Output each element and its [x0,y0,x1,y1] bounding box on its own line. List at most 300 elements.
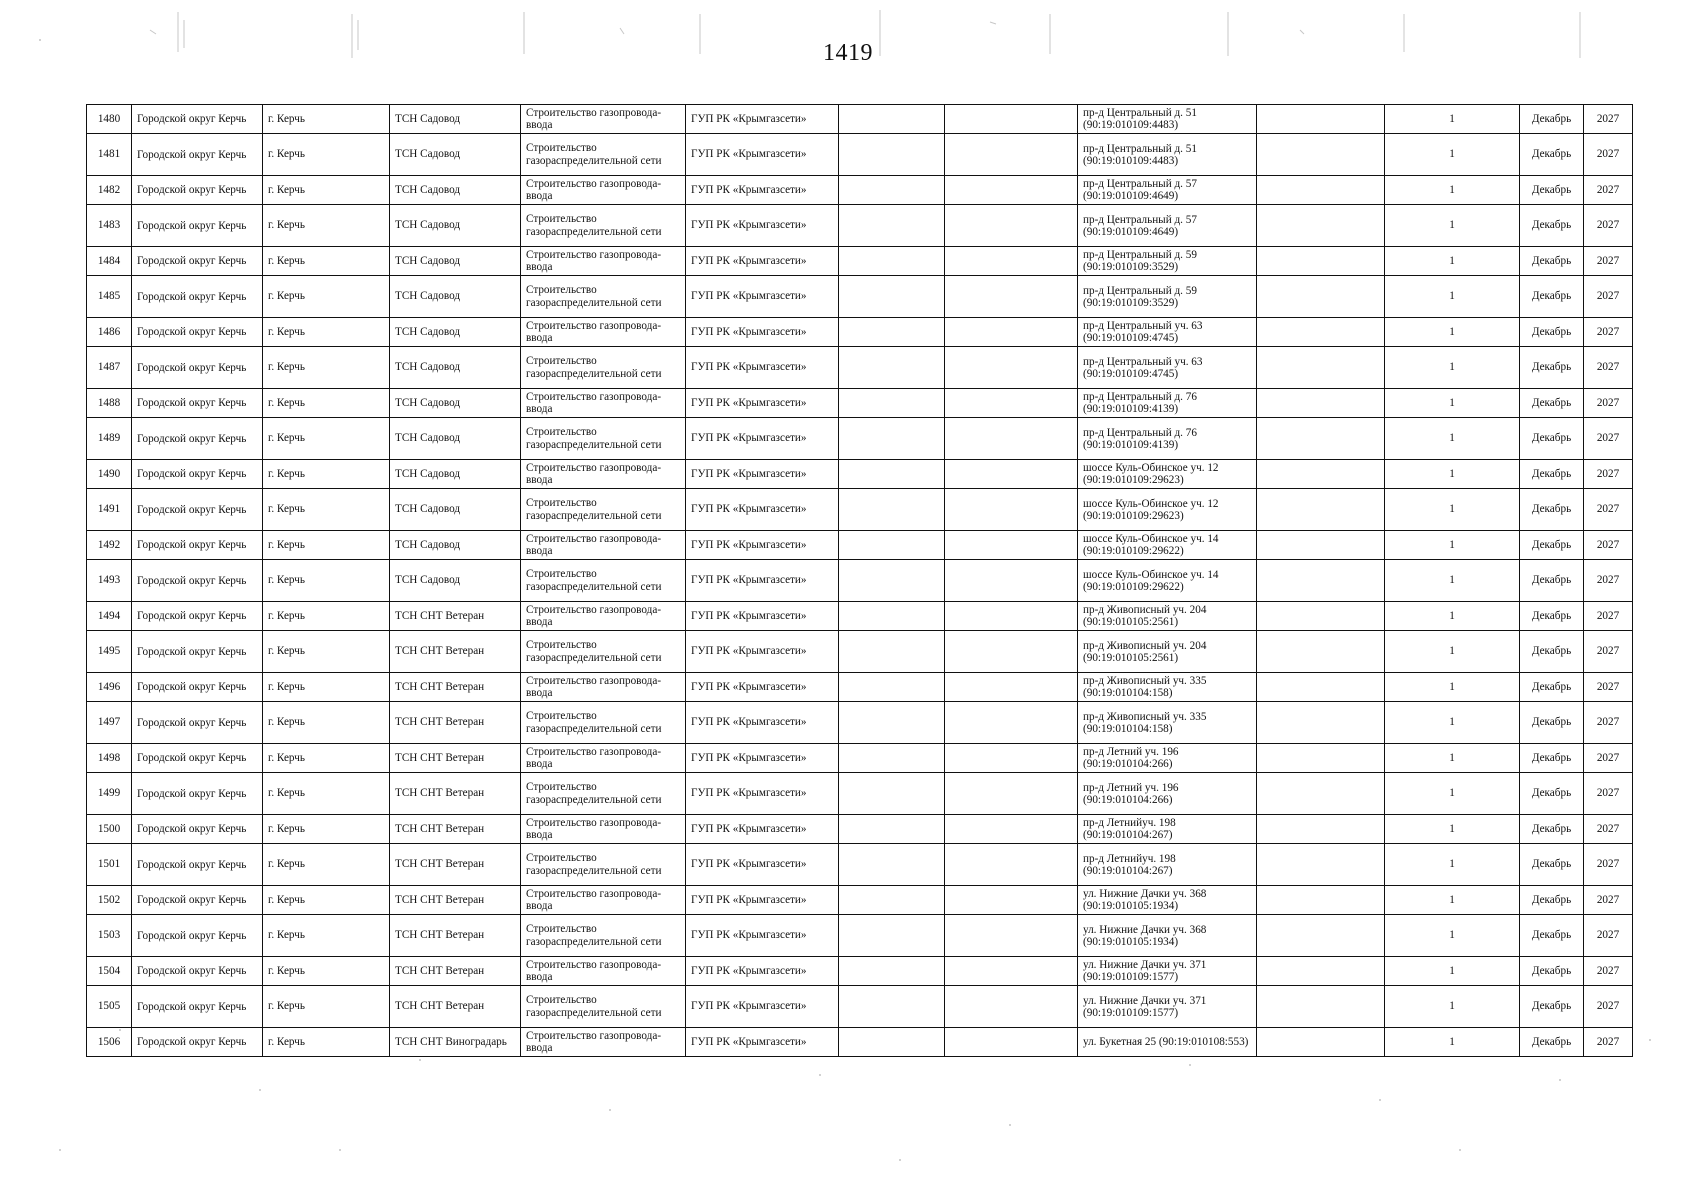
work-type-cell: Строительство газораспределительной сети [521,347,686,389]
work-type-cell: Строительство газопровода-ввода [521,815,686,844]
year-cell: 2027 [1584,844,1633,886]
city-cell: г. Керчь [263,460,390,489]
year-cell: 2027 [1584,318,1633,347]
table-row [87,247,1633,276]
empty-cell [1257,886,1385,915]
month-cell: Декабрь [1520,915,1584,957]
work-type-cell: Строительство газораспределительной сети [521,773,686,815]
month-cell: Декабрь [1520,276,1584,318]
organization-cell: ГУП РК «Крымгазсети» [686,744,839,773]
address-cell: пр-д Центральный д. 59 (90:19:010109:3529) [1078,247,1257,276]
empty-cell [839,205,945,247]
empty-cell [945,489,1078,531]
city-cell: г. Керчь [263,602,390,631]
empty-cell [839,489,945,531]
district-cell: Городской округ Керчь [132,631,263,673]
month-cell: Декабрь [1520,205,1584,247]
year-cell: 2027 [1584,915,1633,957]
district-cell: Городской округ Керчь [132,176,263,205]
organization-cell: ГУП РК «Крымгазсети» [686,176,839,205]
work-type-cell: Строительство газораспределительной сети [521,418,686,460]
year-cell: 2027 [1584,957,1633,986]
month-cell: Декабрь [1520,602,1584,631]
quantity-cell: 1 [1385,134,1520,176]
district-cell: Городской округ Керчь [132,205,263,247]
district-cell: Городской округ Керчь [132,134,263,176]
address-cell: пр-д Центральный уч. 63 (90:19:010109:4745) [1078,318,1257,347]
table-row [87,844,1633,886]
table-row [87,744,1633,773]
row-number: 1505 [87,986,132,1028]
work-type-cell: Строительство газораспределительной сети [521,276,686,318]
district-cell: Городской округ Керчь [132,986,263,1028]
month-cell: Декабрь [1520,673,1584,702]
district-cell: Городской округ Керчь [132,531,263,560]
city-cell: г. Керчь [263,815,390,844]
organization-cell: ГУП РК «Крымгазсети» [686,105,839,134]
empty-cell [839,347,945,389]
partnership-cell: ТСН Садовод [390,347,521,389]
empty-cell [839,460,945,489]
month-cell: Декабрь [1520,105,1584,134]
partnership-cell: ТСН Садовод [390,176,521,205]
quantity-cell: 1 [1385,915,1520,957]
empty-cell [1257,957,1385,986]
address-cell: шоссе Куль-Обинское уч. 14 (90:19:010109:29622) [1078,531,1257,560]
organization-cell: ГУП РК «Крымгазсети» [686,276,839,318]
month-cell: Декабрь [1520,773,1584,815]
empty-cell [1257,176,1385,205]
organization-cell: ГУП РК «Крымгазсети» [686,134,839,176]
quantity-cell: 1 [1385,773,1520,815]
partnership-cell: ТСН Садовод [390,560,521,602]
work-type-cell: Строительство газопровода-ввода [521,886,686,915]
partnership-cell: ТСН Садовод [390,247,521,276]
work-type-cell: Строительство газораспределительной сети [521,915,686,957]
empty-cell [945,418,1078,460]
partnership-cell: ТСН Садовод [390,531,521,560]
row-number: 1497 [87,702,132,744]
city-cell: г. Керчь [263,773,390,815]
address-cell: ул. Букетная 25 (90:19:010108:553) [1078,1028,1257,1057]
address-cell: пр-д Центральный д. 51 (90:19:010109:4483) [1078,105,1257,134]
work-type-cell: Строительство газопровода-ввода [521,389,686,418]
month-cell: Декабрь [1520,318,1584,347]
year-cell: 2027 [1584,986,1633,1028]
address-cell: пр-д Летнийуч. 198 (90:19:010104:267) [1078,844,1257,886]
table-row [87,773,1633,815]
quantity-cell: 1 [1385,673,1520,702]
work-type-cell: Строительство газораспределительной сети [521,844,686,886]
quantity-cell: 1 [1385,489,1520,531]
organization-cell: ГУП РК «Крымгазсети» [686,460,839,489]
work-type-cell: Строительство газопровода-ввода [521,1028,686,1057]
address-cell: пр-д Живописный уч. 335 (90:19:010104:158) [1078,673,1257,702]
table-row [87,205,1633,247]
empty-cell [839,176,945,205]
empty-cell [945,176,1078,205]
table-row [87,1028,1633,1057]
table-row [87,531,1633,560]
empty-cell [839,318,945,347]
row-number: 1506 [87,1028,132,1057]
work-type-cell: Строительство газопровода-ввода [521,247,686,276]
empty-cell [945,815,1078,844]
district-cell: Городской округ Керчь [132,276,263,318]
empty-cell [1257,560,1385,602]
address-cell: пр-д Центральный д. 76 (90:19:010109:4139) [1078,418,1257,460]
city-cell: г. Керчь [263,560,390,602]
table-row [87,134,1633,176]
empty-cell [1257,531,1385,560]
table-row [87,276,1633,318]
month-cell: Декабрь [1520,489,1584,531]
empty-cell [945,844,1078,886]
organization-cell: ГУП РК «Крымгазсети» [686,986,839,1028]
organization-cell: ГУП РК «Крымгазсети» [686,347,839,389]
empty-cell [1257,460,1385,489]
district-cell: Городской округ Керчь [132,957,263,986]
month-cell: Декабрь [1520,389,1584,418]
work-type-cell: Строительство газораспределительной сети [521,489,686,531]
work-type-cell: Строительство газопровода-ввода [521,531,686,560]
organization-cell: ГУП РК «Крымгазсети» [686,631,839,673]
city-cell: г. Керчь [263,318,390,347]
quantity-cell: 1 [1385,460,1520,489]
year-cell: 2027 [1584,631,1633,673]
city-cell: г. Керчь [263,418,390,460]
page-number: 1419 [823,40,873,66]
year-cell: 2027 [1584,673,1633,702]
empty-cell [945,915,1078,957]
work-type-cell: Строительство газопровода-ввода [521,318,686,347]
plan-table-body [87,105,1633,1057]
empty-cell [1257,318,1385,347]
district-cell: Городской округ Керчь [132,105,263,134]
month-cell: Декабрь [1520,957,1584,986]
month-cell: Декабрь [1520,1028,1584,1057]
year-cell: 2027 [1584,418,1633,460]
address-cell: пр-д Центральный д. 59 (90:19:010109:3529) [1078,276,1257,318]
work-type-cell: Строительство газопровода-ввода [521,176,686,205]
empty-cell [1257,347,1385,389]
partnership-cell: ТСН СНТ Ветеран [390,815,521,844]
partnership-cell: ТСН Садовод [390,460,521,489]
empty-cell [1257,815,1385,844]
partnership-cell: ТСН Садовод [390,276,521,318]
year-cell: 2027 [1584,489,1633,531]
district-cell: Городской округ Керчь [132,744,263,773]
partnership-cell: ТСН Садовод [390,205,521,247]
empty-cell [945,886,1078,915]
empty-cell [1257,489,1385,531]
address-cell: пр-д Центральный д. 57 (90:19:010109:4649) [1078,205,1257,247]
city-cell: г. Керчь [263,347,390,389]
empty-cell [1257,702,1385,744]
organization-cell: ГУП РК «Крымгазсети» [686,815,839,844]
empty-cell [1257,105,1385,134]
city-cell: г. Керчь [263,205,390,247]
empty-cell [945,347,1078,389]
address-cell: ул. Нижние Дачки уч. 371 (90:19:010109:1577) [1078,986,1257,1028]
address-cell: ул. Нижние Дачки уч. 371 (90:19:010109:1577) [1078,957,1257,986]
empty-cell [839,844,945,886]
year-cell: 2027 [1584,276,1633,318]
quantity-cell: 1 [1385,389,1520,418]
district-cell: Городской округ Керчь [132,1028,263,1057]
quantity-cell: 1 [1385,1028,1520,1057]
address-cell: пр-д Летний уч. 196 (90:19:010104:266) [1078,773,1257,815]
district-cell: Городской округ Керчь [132,489,263,531]
address-cell: пр-д Центральный д. 76 (90:19:010109:4139) [1078,389,1257,418]
address-cell: пр-д Летнийуч. 198 (90:19:010104:267) [1078,815,1257,844]
row-number: 1494 [87,602,132,631]
address-cell: пр-д Центральный д. 57 (90:19:010109:4649) [1078,176,1257,205]
empty-cell [1257,418,1385,460]
row-number: 1496 [87,673,132,702]
partnership-cell: ТСН СНТ Ветеран [390,915,521,957]
empty-cell [839,247,945,276]
organization-cell: ГУП РК «Крымгазсети» [686,318,839,347]
table-row [87,815,1633,844]
empty-cell [1257,247,1385,276]
empty-cell [839,773,945,815]
month-cell: Декабрь [1520,418,1584,460]
quantity-cell: 1 [1385,986,1520,1028]
organization-cell: ГУП РК «Крымгазсети» [686,247,839,276]
empty-cell [945,560,1078,602]
organization-cell: ГУП РК «Крымгазсети» [686,773,839,815]
district-cell: Городской округ Керчь [132,418,263,460]
empty-cell [1257,134,1385,176]
quantity-cell: 1 [1385,631,1520,673]
work-type-cell: Строительство газопровода-ввода [521,957,686,986]
quantity-cell: 1 [1385,276,1520,318]
table-row [87,460,1633,489]
empty-cell [839,1028,945,1057]
quantity-cell: 1 [1385,957,1520,986]
month-cell: Декабрь [1520,744,1584,773]
partnership-cell: ТСН СНТ Ветеран [390,886,521,915]
empty-cell [1257,631,1385,673]
district-cell: Городской округ Керчь [132,247,263,276]
table-row [87,389,1633,418]
year-cell: 2027 [1584,134,1633,176]
empty-cell [1257,773,1385,815]
address-cell: пр-д Летний уч. 196 (90:19:010104:266) [1078,744,1257,773]
year-cell: 2027 [1584,389,1633,418]
row-number: 1502 [87,886,132,915]
year-cell: 2027 [1584,773,1633,815]
city-cell: г. Керчь [263,531,390,560]
row-number: 1486 [87,318,132,347]
empty-cell [839,915,945,957]
city-cell: г. Керчь [263,105,390,134]
month-cell: Декабрь [1520,815,1584,844]
city-cell: г. Керчь [263,915,390,957]
partnership-cell: ТСН СНТ Ветеран [390,602,521,631]
year-cell: 2027 [1584,702,1633,744]
table-row [87,631,1633,673]
year-cell: 2027 [1584,1028,1633,1057]
table-row [87,560,1633,602]
partnership-cell: ТСН СНТ Ветеран [390,957,521,986]
city-cell: г. Керчь [263,176,390,205]
row-number: 1500 [87,815,132,844]
table-row [87,915,1633,957]
table-row [87,318,1633,347]
row-number: 1482 [87,176,132,205]
quantity-cell: 1 [1385,602,1520,631]
empty-cell [1257,915,1385,957]
table-row [87,957,1633,986]
empty-cell [945,134,1078,176]
year-cell: 2027 [1584,531,1633,560]
month-cell: Декабрь [1520,844,1584,886]
empty-cell [945,531,1078,560]
work-type-cell: Строительство газораспределительной сети [521,205,686,247]
table-row [87,176,1633,205]
empty-cell [839,886,945,915]
quantity-cell: 1 [1385,531,1520,560]
row-number: 1489 [87,418,132,460]
organization-cell: ГУП РК «Крымгазсети» [686,418,839,460]
district-cell: Городской округ Керчь [132,318,263,347]
month-cell: Декабрь [1520,347,1584,389]
address-cell: пр-д Живописный уч. 335 (90:19:010104:158) [1078,702,1257,744]
row-number: 1504 [87,957,132,986]
empty-cell [839,418,945,460]
organization-cell: ГУП РК «Крымгазсети» [686,673,839,702]
table-row [87,418,1633,460]
quantity-cell: 1 [1385,247,1520,276]
row-number: 1480 [87,105,132,134]
year-cell: 2027 [1584,886,1633,915]
row-number: 1493 [87,560,132,602]
organization-cell: ГУП РК «Крымгазсети» [686,602,839,631]
city-cell: г. Керчь [263,702,390,744]
row-number: 1492 [87,531,132,560]
district-cell: Городской округ Керчь [132,815,263,844]
month-cell: Декабрь [1520,560,1584,602]
quantity-cell: 1 [1385,347,1520,389]
city-cell: г. Керчь [263,247,390,276]
table-row [87,886,1633,915]
year-cell: 2027 [1584,105,1633,134]
empty-cell [1257,276,1385,318]
year-cell: 2027 [1584,815,1633,844]
district-cell: Городской округ Керчь [132,347,263,389]
partnership-cell: ТСН СНТ Ветеран [390,631,521,673]
table-row [87,986,1633,1028]
empty-cell [1257,602,1385,631]
address-cell: пр-д Центральный уч. 63 (90:19:010109:4745) [1078,347,1257,389]
work-type-cell: Строительство газораспределительной сети [521,560,686,602]
work-type-cell: Строительство газопровода-ввода [521,744,686,773]
table-row [87,602,1633,631]
empty-cell [839,531,945,560]
table-row [87,105,1633,134]
organization-cell: ГУП РК «Крымгазсети» [686,560,839,602]
quantity-cell: 1 [1385,744,1520,773]
empty-cell [839,560,945,602]
district-cell: Городской округ Керчь [132,460,263,489]
work-type-cell: Строительство газораспределительной сети [521,702,686,744]
work-type-cell: Строительство газораспределительной сети [521,134,686,176]
district-cell: Городской округ Керчь [132,844,263,886]
month-cell: Декабрь [1520,986,1584,1028]
gasification-plan-table [86,104,1633,1057]
city-cell: г. Керчь [263,844,390,886]
empty-cell [1257,844,1385,886]
empty-cell [1257,205,1385,247]
district-cell: Городской округ Керчь [132,915,263,957]
empty-cell [945,744,1078,773]
table-row [87,702,1633,744]
city-cell: г. Керчь [263,134,390,176]
empty-cell [945,1028,1078,1057]
empty-cell [945,773,1078,815]
empty-cell [839,957,945,986]
city-cell: г. Керчь [263,744,390,773]
quantity-cell: 1 [1385,815,1520,844]
month-cell: Декабрь [1520,886,1584,915]
quantity-cell: 1 [1385,176,1520,205]
empty-cell [945,318,1078,347]
partnership-cell: ТСН Садовод [390,105,521,134]
row-number: 1484 [87,247,132,276]
empty-cell [945,673,1078,702]
empty-cell [945,205,1078,247]
row-number: 1490 [87,460,132,489]
row-number: 1491 [87,489,132,531]
empty-cell [1257,986,1385,1028]
row-number: 1481 [87,134,132,176]
row-number: 1503 [87,915,132,957]
address-cell: ул. Нижние Дачки уч. 368 (90:19:010105:1934) [1078,915,1257,957]
quantity-cell: 1 [1385,844,1520,886]
empty-cell [839,673,945,702]
city-cell: г. Керчь [263,489,390,531]
organization-cell: ГУП РК «Крымгазсети» [686,1028,839,1057]
empty-cell [1257,1028,1385,1057]
row-number: 1498 [87,744,132,773]
organization-cell: ГУП РК «Крымгазсети» [686,205,839,247]
organization-cell: ГУП РК «Крымгазсети» [686,489,839,531]
empty-cell [1257,744,1385,773]
address-cell: шоссе Куль-Обинское уч. 14 (90:19:010109:29622) [1078,560,1257,602]
month-cell: Декабрь [1520,702,1584,744]
empty-cell [839,134,945,176]
partnership-cell: ТСН СНТ Ветеран [390,844,521,886]
empty-cell [839,602,945,631]
empty-cell [1257,389,1385,418]
address-cell: пр-д Живописный уч. 204 (90:19:010105:2561) [1078,631,1257,673]
city-cell: г. Керчь [263,886,390,915]
month-cell: Декабрь [1520,247,1584,276]
quantity-cell: 1 [1385,205,1520,247]
month-cell: Декабрь [1520,460,1584,489]
city-cell: г. Керчь [263,631,390,673]
organization-cell: ГУП РК «Крымгазсети» [686,389,839,418]
district-cell: Городской округ Керчь [132,673,263,702]
row-number: 1488 [87,389,132,418]
month-cell: Декабрь [1520,134,1584,176]
city-cell: г. Керчь [263,389,390,418]
partnership-cell: ТСН Садовод [390,489,521,531]
empty-cell [945,957,1078,986]
table-row [87,347,1633,389]
